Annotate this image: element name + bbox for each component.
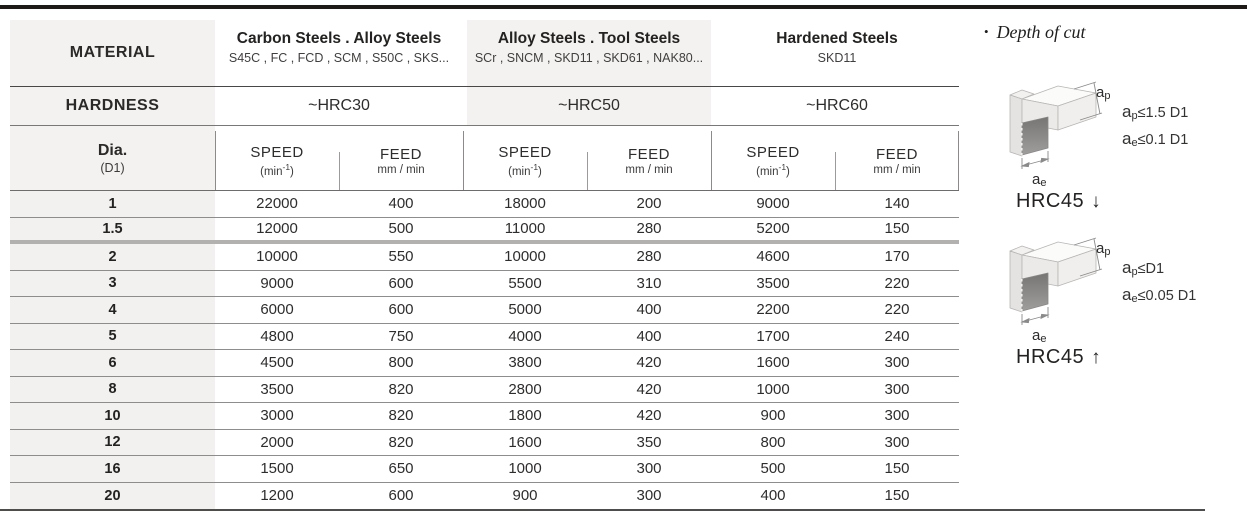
table-row [10, 297, 959, 324]
alloy-speed-value: 18000 [504, 195, 546, 213]
hardened-feed-value: 300 [884, 354, 910, 372]
table-row [10, 456, 959, 483]
carbon-speed-value: 1500 [260, 460, 294, 478]
alloy-feed-value: 400 [636, 301, 662, 319]
carbon-feed-value: 800 [388, 354, 414, 372]
ae-limit-rule: ae≤0.1 D1 [1122, 129, 1189, 149]
hardened-feed-value: 300 [884, 380, 910, 398]
hardness-row-label: HARDNESS [10, 87, 215, 125]
hardened-speed-value: 400 [760, 487, 786, 505]
carbon-speed-value: 6000 [260, 301, 294, 319]
carbon-feed-value: 600 [388, 487, 414, 505]
alloy-feed-value: 400 [636, 327, 662, 345]
hardened-speed-value: 1600 [756, 354, 790, 372]
hardened-feed-value: 140 [884, 195, 910, 213]
wall-front-face [1010, 251, 1022, 312]
carbon-feed-value: 750 [388, 327, 414, 345]
column-header-row [10, 126, 959, 191]
speed-unit: $(\min^{-1})$ [756, 162, 790, 178]
carbon-feed-value: 820 [388, 433, 414, 451]
group-name: Hardened Steels [776, 30, 898, 47]
hardened-feed-value: 150 [884, 220, 910, 238]
ap-dimension-label: ap [1096, 240, 1111, 258]
feed-column-header: FEED mm / min [835, 126, 959, 190]
carbon-speed-value: 1200 [260, 487, 294, 505]
diameter-value: 3 [10, 271, 215, 297]
hardness-row [10, 87, 959, 126]
ap-limit-rule: ap≤D1 [1122, 258, 1165, 278]
arrow-up-icon: ↑ [1091, 347, 1102, 368]
carbon-speed-value: 3000 [260, 407, 294, 425]
carbon-feed-value: 820 [388, 380, 414, 398]
hardened-feed-value: 150 [884, 460, 910, 478]
carbon-speed-value: 9000 [260, 274, 294, 292]
feed-column-header: FEED mm / min [587, 126, 711, 190]
depth-of-cut-figure-slotting [1002, 234, 1247, 384]
bullet-icon: • [984, 24, 989, 39]
hardness-value-carbon: ~HRC30 [308, 97, 370, 114]
speed-unit: $(\min^{-1})$ [508, 162, 542, 178]
alloy-feed-value: 350 [636, 433, 662, 451]
alloy-feed-value: 280 [636, 220, 662, 238]
table-row [10, 483, 959, 510]
alloy-speed-value: 1800 [508, 407, 542, 425]
hardened-feed-value: 220 [884, 301, 910, 319]
hardened-speed-value: 4600 [756, 248, 790, 266]
alloy-speed-value: 2800 [508, 380, 542, 398]
alloy-speed-value: 10000 [504, 248, 546, 266]
alloy-speed-value: 3800 [508, 354, 542, 372]
diameter-label: Dia. [97, 141, 128, 159]
hardened-feed-value: 220 [884, 274, 910, 292]
bottom-border-rule [0, 509, 1205, 511]
diameter-value: 1.5 [10, 218, 215, 241]
alloy-feed-value: 300 [636, 487, 662, 505]
cut-face [1022, 273, 1048, 311]
table-row [10, 244, 959, 271]
hardened-feed-value: 300 [884, 433, 910, 451]
cut-limit-rules [1122, 258, 1196, 312]
hardened-speed-value: 500 [760, 460, 786, 478]
hardened-speed-value: 2200 [756, 301, 790, 319]
hardened-speed-value: 5200 [756, 220, 790, 238]
alloy-feed-value: 420 [636, 407, 662, 425]
hardened-speed-value: 1000 [756, 380, 790, 398]
hardened-speed-value: 9000 [756, 195, 790, 213]
hardened-feed-value: 240 [884, 327, 910, 345]
hardened-speed-value: 800 [760, 433, 786, 451]
feed-column-header: FEED mm / min [339, 126, 463, 190]
table-body [10, 191, 959, 509]
hardness-value-alloy: ~HRC50 [463, 87, 711, 125]
carbon-feed-value: 650 [388, 460, 414, 478]
diameter-value: 5 [10, 324, 215, 350]
material-group-hardened-steels [711, 20, 959, 86]
depth-of-cut-title: • Depth of cut [984, 22, 1086, 42]
ap-limit-rule: ap≤1.5 D1 [1122, 102, 1189, 122]
alloy-speed-value: 11000 [504, 220, 546, 238]
alloy-speed-value: 1000 [508, 460, 542, 478]
hardened-feed-value: 300 [884, 407, 910, 425]
carbon-feed-value: 400 [388, 195, 414, 213]
hardened-feed-value: 170 [884, 248, 910, 266]
carbon-feed-value: 600 [388, 301, 414, 319]
table-row [10, 430, 959, 457]
table-row [10, 271, 959, 298]
feed-unit: mm / min [873, 164, 921, 176]
carbon-speed-value: 4500 [260, 354, 294, 372]
carbon-feed-value: 600 [388, 274, 414, 292]
alloy-feed-value: 300 [636, 460, 662, 478]
table-row [10, 218, 959, 245]
speed-column-header: SPEED $(\min^{-1})$ [215, 126, 339, 190]
speed-unit: $(\min^{-1})$ [260, 162, 294, 178]
hardened-speed-value: 1700 [756, 327, 790, 345]
alloy-feed-value: 280 [636, 248, 662, 266]
carbon-speed-value: 3500 [260, 380, 294, 398]
feed-unit: mm / min [625, 164, 673, 176]
speed-column-header: SPEED $(\min^{-1})$ [711, 126, 835, 190]
alloy-feed-value: 310 [636, 274, 662, 292]
carbon-speed-value: 4800 [260, 327, 294, 345]
alloy-feed-value: 420 [636, 354, 662, 372]
carbon-speed-value: 2000 [260, 433, 294, 451]
alloy-speed-value: 5000 [508, 301, 542, 319]
cutting-conditions-table [10, 20, 959, 509]
hardened-speed-value: 3500 [756, 274, 790, 292]
figure-caption: HRC45 ↑ [1016, 346, 1102, 368]
diameter-value: 2 [10, 244, 215, 270]
cut-limit-rules [1122, 102, 1188, 156]
table-row [10, 403, 959, 430]
figure-caption: HRC45 ↓ [1016, 190, 1102, 212]
speed-column-header: SPEED $(\min^{-1})$ [463, 126, 587, 190]
alloy-feed-value: 420 [636, 380, 662, 398]
ap-dimension-label: ap [1096, 84, 1111, 102]
diameter-sublabel: (D1) [100, 160, 125, 175]
alloy-speed-value: 4000 [508, 327, 542, 345]
diameter-value: 8 [10, 377, 215, 403]
diameter-value: 6 [10, 350, 215, 376]
diameter-value: 16 [10, 456, 215, 482]
diameter-value: 4 [10, 297, 215, 323]
group-name: Alloy Steels . Tool Steels [497, 30, 681, 47]
top-border-rule [0, 5, 1247, 9]
group-material-examples: SCr , SNCM , SKD11 , SKD61 , NAK80... [474, 51, 704, 65]
carbon-feed-value: 820 [388, 407, 414, 425]
carbon-speed-value: 10000 [256, 248, 298, 266]
alloy-speed-value: 5500 [508, 274, 542, 292]
diameter-value: 10 [10, 403, 215, 429]
cut-face [1022, 117, 1048, 155]
table-row [10, 350, 959, 377]
carbon-speed-value: 22000 [256, 195, 298, 213]
depth-of-cut-figure-side-milling [1002, 78, 1247, 228]
hardness-value-hardened: ~HRC60 [711, 87, 959, 125]
arrow-down-icon: ↓ [1091, 191, 1102, 212]
material-group-carbon-steels [215, 20, 463, 86]
hardened-feed-value: 150 [884, 487, 910, 505]
carbon-speed-value: 12000 [256, 220, 298, 238]
material-row [10, 20, 959, 87]
carbon-feed-value: 550 [388, 248, 414, 266]
table-row [10, 377, 959, 404]
group-material-examples: SKD11 [817, 51, 857, 65]
alloy-speed-value: 900 [512, 487, 538, 505]
diameter-value: 12 [10, 430, 215, 456]
group-material-examples: S45C , FC , FCD , SCM , S50C , SKS... [228, 51, 450, 65]
diameter-value: 1 [10, 191, 215, 217]
carbon-feed-value: 500 [388, 220, 414, 238]
table-row [10, 191, 959, 218]
wall-front-face [1010, 95, 1022, 156]
alloy-feed-value: 200 [636, 195, 662, 213]
table-row [10, 324, 959, 351]
ae-dimension-label: ae [1032, 327, 1047, 345]
group-name: Carbon Steels . Alloy Steels [236, 30, 442, 47]
alloy-speed-value: 1600 [508, 433, 542, 451]
diameter-column-header [10, 126, 215, 190]
ae-dimension-label: ae [1032, 171, 1047, 189]
material-group-alloy-tool-steels [463, 20, 711, 86]
hardened-speed-value: 900 [760, 407, 786, 425]
diameter-value: 20 [10, 483, 215, 510]
ae-limit-rule: ae≤0.05 D1 [1122, 285, 1197, 305]
feed-unit: mm / min [377, 164, 425, 176]
material-row-label: MATERIAL [10, 20, 215, 86]
